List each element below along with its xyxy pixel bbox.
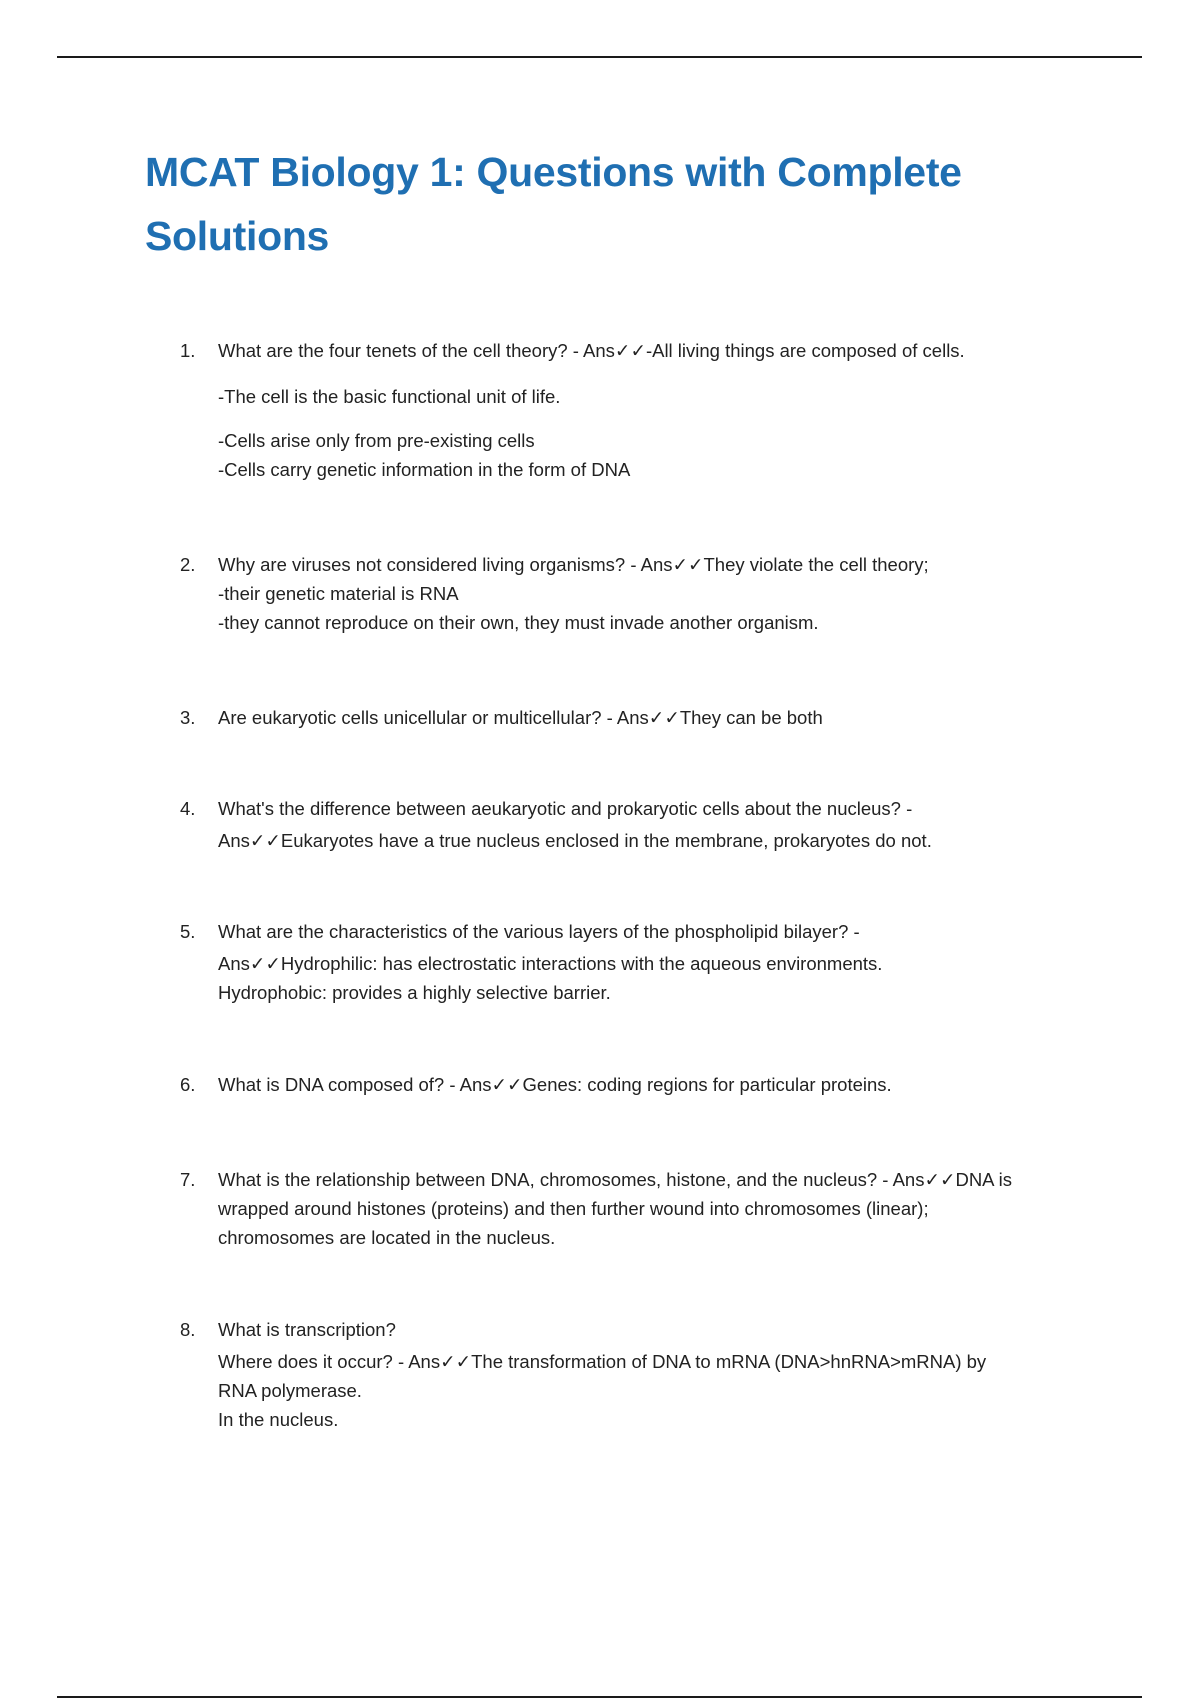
answer-line: RNA polymerase. [218, 1380, 362, 1401]
question-number: 7. [180, 1169, 196, 1190]
answer-line: -they cannot reproduce on their own, they must invade another organism. [218, 612, 819, 633]
question-number: 4. [180, 798, 196, 819]
answer-line: Are eukaryotic cells unicellular or multicellular? - Ans✓✓They can be both [218, 707, 823, 728]
answer-line: What's the difference between aeukaryotic and prokaryotic cells about the nucleus? - [218, 798, 913, 819]
question-text [218, 917, 1098, 1007]
document-title: MCAT Biology 1: Questions with Complete Solutions [145, 149, 962, 259]
question-number: 2. [180, 554, 196, 575]
question-text [218, 1315, 1098, 1434]
question-number: 5. [180, 921, 196, 942]
answer-line: Why are viruses not considered living organisms? - Ans✓✓They violate the cell theory; [218, 554, 929, 575]
question-number: 1. [180, 340, 196, 361]
answer-line: Where does it occur? - Ans✓✓The transformation of DNA to mRNA (DNA>hnRNA>mRNA) by [218, 1351, 987, 1372]
answer-line: Hydrophobic: provides a highly selective barrier. [218, 982, 611, 1003]
answer-line: In the nucleus. [218, 1409, 339, 1430]
question-text [218, 794, 1098, 855]
answer-line: -Cells carry genetic information in the form of DNA [218, 459, 631, 480]
question-number: 8. [180, 1319, 196, 1340]
question-text [218, 550, 1098, 637]
answer-line: What is the relationship between DNA, chromosomes, histone, and the nucleus? - Ans✓✓DNA is [218, 1169, 1013, 1190]
answer-line: chromosomes are located in the nucleus. [218, 1227, 556, 1248]
answer-line: Ans✓✓Eukaryotes have a true nucleus enclosed in the membrane, prokaryotes do not. [218, 830, 932, 851]
question-text [218, 1070, 1098, 1099]
question-number: 6. [180, 1074, 196, 1095]
answer-line: What is DNA composed of? - Ans✓✓Genes: coding regions for particular proteins. [218, 1074, 892, 1095]
answer-line: Ans✓✓Hydrophilic: has electrostatic interactions with the aqueous environments. [218, 953, 883, 974]
question-text [218, 703, 1098, 732]
question-text [218, 1165, 1098, 1252]
answer-line: What is transcription? [218, 1319, 396, 1340]
question-text [218, 336, 1098, 484]
question-number: 3. [180, 707, 196, 728]
answer-line: wrapped around histones (proteins) and then further wound into chromosomes (linear); [218, 1198, 929, 1219]
answer-line: -their genetic material is RNA [218, 583, 459, 604]
answer-line: -The cell is the basic functional unit of life. [218, 386, 561, 407]
answer-line: -Cells arise only from pre-existing cells [218, 430, 535, 451]
answer-line: What are the characteristics of the various layers of the phospholipid bilayer? - [218, 921, 860, 942]
bottom-divider [57, 1696, 1142, 1698]
answer-line: What are the four tenets of the cell theory? - Ans✓✓-All living things are composed of cells. [218, 340, 965, 361]
